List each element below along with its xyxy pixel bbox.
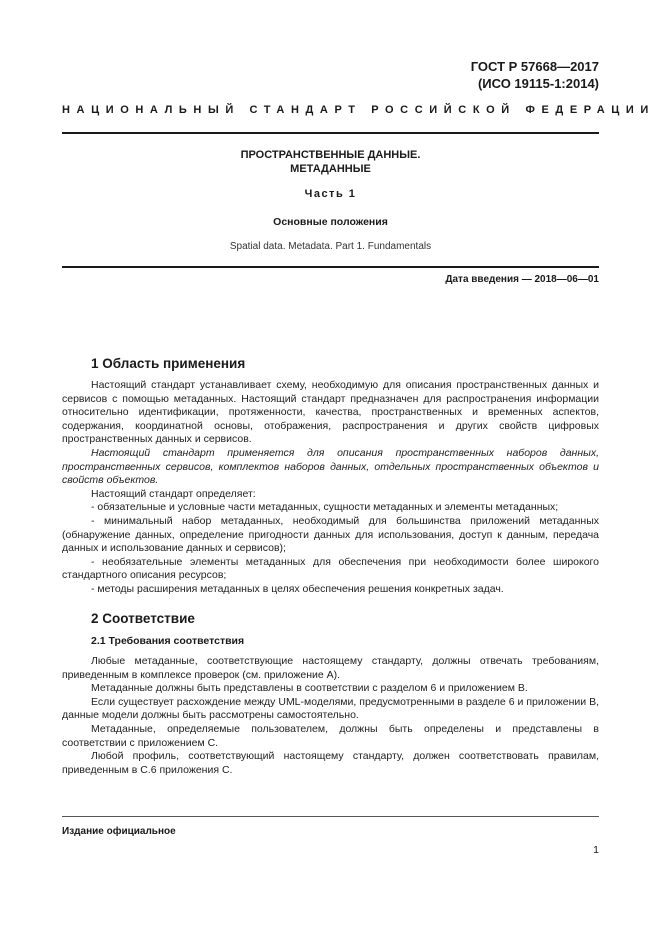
paragraph: Настоящий стандарт применяется для описания пространственных наборов данных, пространственных сервисов, комплектов наборов данных, отдельных пространственных объектов и свойств объектов. [62,446,599,487]
national-standard-title: НАЦИОНАЛЬНЫЙ СТАНДАРТ РОССИЙСКОЙ ФЕДЕРАЦИИ [62,104,655,116]
header-divider [62,132,599,134]
section-1-body [62,379,599,597]
introduction-date: Дата введения — 2018—06—01 [445,274,599,285]
paragraph: Настоящий стандарт определяет: [91,487,256,500]
list-item: - обязательные и условные части метаданных, сущности метаданных и элементы метаданных; [91,501,559,514]
english-title: Spatial data. Metadata. Part 1. Fundamentals [229,241,432,252]
section-2-body [62,655,599,777]
iso-number: (ИСО 19115-1:2014) [477,76,599,91]
title-line-2: МЕТАДАННЫЕ [290,163,371,175]
subsection-2-1-heading: 2.1 Требования соответствия [91,635,245,647]
paragraph: Если существует расхождение между UML-моделями, предусмотренными в разделе 6 и приложении В, данные модели должны быть рассмотрены самостоятельно. [62,695,599,722]
section-2-heading: 2 Соответствие [91,611,195,626]
list-item: - минимальный набор метаданных, необходимый для большинства приложений метаданных (обнаружение данных, определение пригодности данных для использования, доступ к данным, передача данных и использование данных и сервисов); [62,514,599,555]
footer-divider [62,816,599,817]
list-item: - методы расширения метаданных в целях обеспечения решения конкретных задач. [91,582,504,595]
document-title [62,148,599,176]
standard-designation [471,58,599,92]
paragraph: Любой профиль, соответствующий настоящему стандарту, должен соответствовать правилам, приведенным в С.6 приложения С. [62,750,599,776]
paragraph: Любые метаданные, соответствующие настоящему стандарту, должны отвечать требованиям, приведенным в комплексе проверок (см. приложение А). [62,655,599,681]
paragraph: Метаданные должны быть представлены в соответствии с разделом 6 и приложением В. [91,682,528,695]
section-1-heading: 1 Область применения [91,356,246,371]
page-number: 1 [593,844,599,856]
document-subtitle: Основные положения [273,216,388,228]
title-divider [62,266,599,268]
edition-label: Издание официальное [62,826,176,837]
list-item: - необязательные элементы метаданных для обеспечения при необходимости более широкого стандартного описания ресурсов; [62,555,599,582]
paragraph: Метаданные, определяемые пользователем, должны быть определены и представлены в соответствии с приложением С. [62,722,599,749]
title-line-1: ПРОСТРАНСТВЕННЫЕ ДАННЫЕ. [240,149,421,161]
part-label: Часть 1 [304,188,357,200]
paragraph: Настоящий стандарт устанавливает схему, необходимую для описания пространственных данных и сервисов с помощью метаданных. Настоящий стандарт предназначен для распространения информации относительно идентификации, протяженности, качества, пространственных и временных аспектов, содержания, координатной основы, отображения, распространения и других свойств цифровых пространственных данных и сервисов. [62,379,599,446]
standard-number: ГОСТ Р 57668—2017 [470,59,599,74]
